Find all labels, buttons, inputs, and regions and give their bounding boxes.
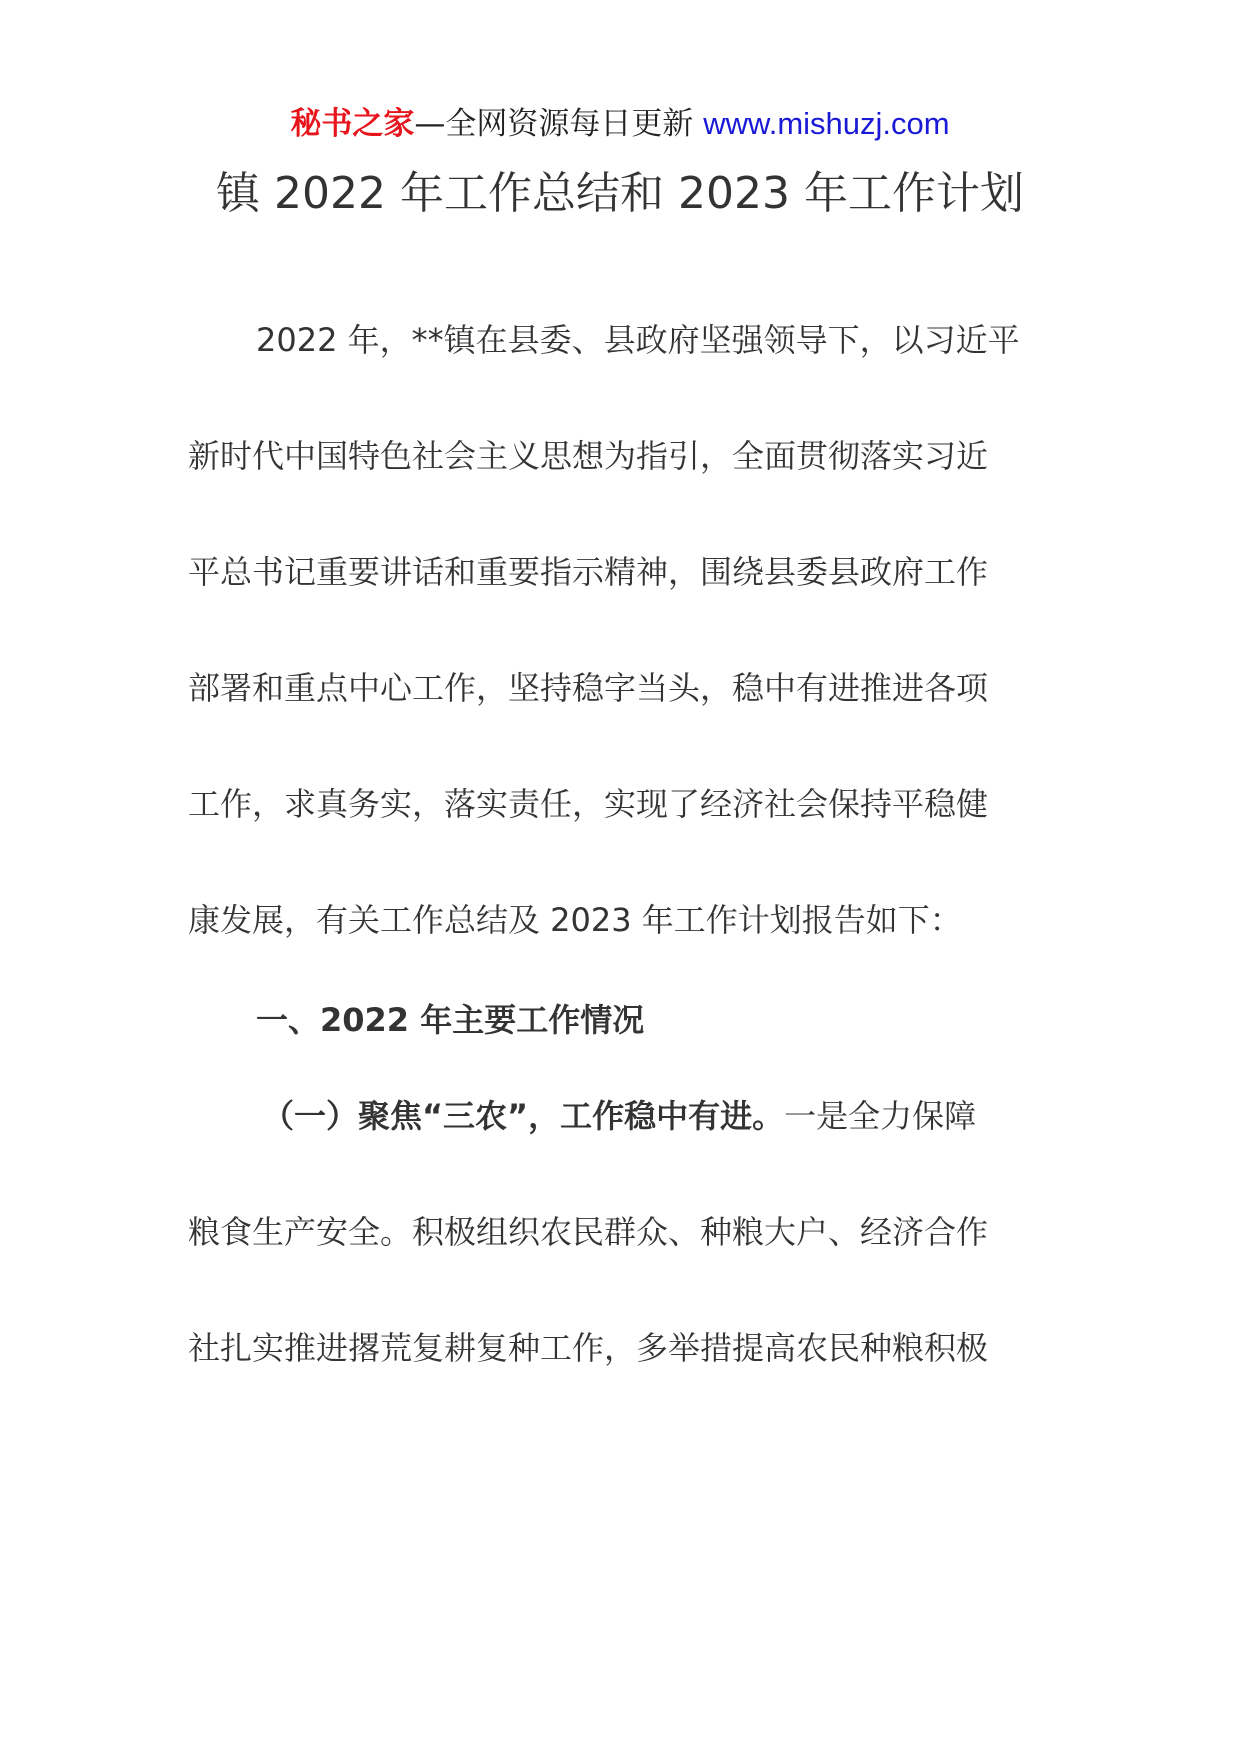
site-tagline: —全网资源每日更新 [414,106,704,142]
paragraph-line: 2022 年，**镇在县委、县政府坚强领导下，以习近平 [256,321,1020,359]
paragraph-line: 康发展，有关工作总结及 2023 年工作计划报告如下： [188,901,962,939]
subsection-heading: （一）聚焦“三农”，工作稳中有进。 [262,1097,785,1135]
subsection-line [262,1092,976,1140]
paragraph-line: 粮食生产安全。积极组织农民群众、种粮大户、经济合作 [188,1213,989,1251]
paragraph-line: 社扎实推进撂荒复耕复种工作，多举措提高农民种粮积极 [188,1329,989,1367]
paragraph-line: 部署和重点中心工作，坚持稳字当头，稳中有进推进各项 [188,669,989,707]
paragraph-line: 工作，求真务实，落实责任，实现了经济社会保持平稳健 [188,785,989,823]
site-header [0,100,1240,148]
site-brand: 秘书之家 [290,106,415,142]
section-heading: 一、2022 年主要工作情况 [256,1001,645,1039]
paragraph-line: 平总书记重要讲话和重要指示精神，围绕县委县政府工作 [188,553,989,591]
subsection-text: 一是全力保障 [784,1097,977,1135]
document-title: 镇 2022 年工作总结和 2023 年工作计划 [216,168,1024,219]
paragraph-line: 新时代中国特色社会主义思想为指引，全面贯彻落实习近 [188,437,989,475]
site-url-link[interactable]: www.mishuzj.com [703,106,950,141]
